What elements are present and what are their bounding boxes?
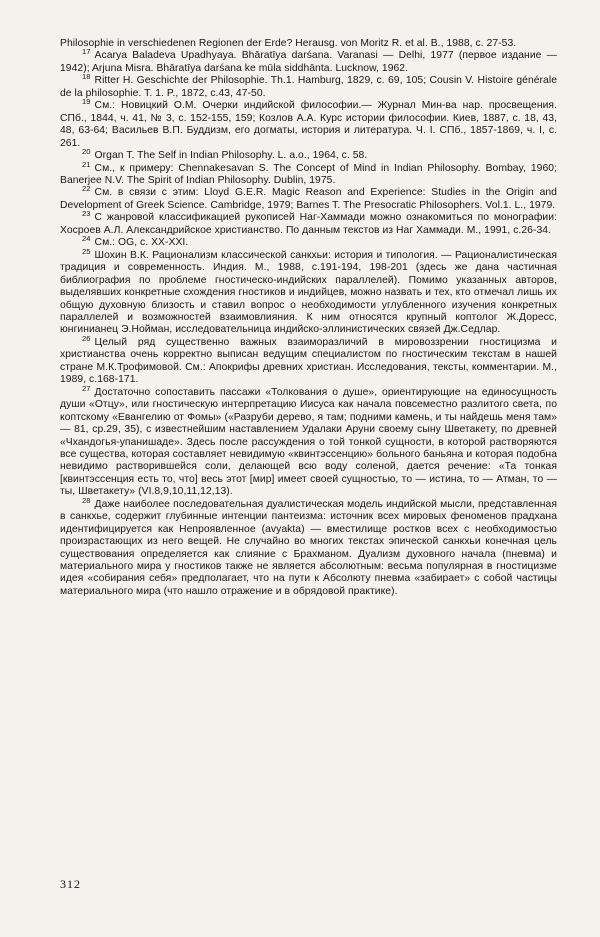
footnote-text: См., к примеру: Chennakesavan S. The Concept of Mind in Indian Philosophy. Bombay, 1960; Banerjee N.V. The Spirit of Indian Philosophy. Dublin, 1975. [60, 162, 557, 186]
footnote-text: С жанровой классификацией рукописей Наг-Хаммади можно ознакомиться по монографии: Хосроев А.Л. Александрийское христианство. По данным текстов из Наг Хаммади. М., 1991, с.26-34. [60, 212, 557, 236]
footnote-text: См. в связи с этим: Lloyd G.E.R. Magic Reason and Experience: Studies in the Origin and Development of Greek Science. Cambridge, 1979; Barnes T. The Presocratic Philosophers. Vol.1. L., 1979. [60, 187, 557, 211]
footnote-text: Целый ряд существенно важных взаиморазличий в мировоззрении гностицизма и христианства очень корректно выписан ведущим специалистом по гностическим текстам в нашей стране М.К.Трофимовой. См.: Апокрифы древних христиан. Исследования, тексты, комментарии. М., 1989, с.168-171. [60, 336, 557, 386]
footnote-24 [60, 234, 557, 249]
footnote-number: 22 [82, 184, 91, 194]
footnote-17 [60, 47, 557, 75]
footnote-number: 26 [82, 333, 91, 343]
footnote-number: 25 [82, 246, 91, 256]
footnote-text: Ritter H. Geschichte der Philosophie. Th.1. Hamburg, 1829, c. 69, 105; Cousin V. Histoire générale de la philosophie. T. 1. P., 1872, c.43, 47-50. [60, 75, 557, 99]
footnote-23 [60, 209, 557, 237]
footnote-number: 27 [82, 383, 91, 393]
footnote-text: См.: Новицкий О.М. Очерки индийской философии.— Журнал Мин-ва нар. просвещения. СПб., 1844, ч. 41, № 3, с. 152-155, 159; Козлов А.А. Курс истории философии. Киев, 1887, с. 18, 43, 48, 63-64; Васильев В.П. Буддизм, его догматы, история и литература. Ч. I. СПб., 1857-1869, ч. I, с. 261. [60, 100, 557, 149]
footnote-text: Organ T. The Self in Indian Philosophy. L. a.o., 1964, c. 58. [94, 150, 368, 162]
footnote-21 [60, 159, 557, 188]
footnote-25 [60, 246, 557, 337]
footnote-number: 19 [82, 97, 91, 107]
footnote-26 [60, 333, 557, 387]
footnote-text: Acarya Baladeva Upadhyaya. Bhāratīya darśana. Varanasi — Delhi, 1977 (первое издание — 1942); Arjuna Misra. Bhāratīya darśana ke mūla siddhānta. Lucknow, 1962. [60, 50, 557, 74]
footnote-number: 18 [82, 72, 91, 82]
footnote-22 [60, 184, 557, 212]
footnote-number: 24 [82, 234, 91, 244]
footnotes-column [60, 38, 557, 598]
footnote-28 [60, 495, 557, 599]
footnote-text: Даже наиболее последовательная дуалистическая модель индийской мысли, представленная в санкхье, содержит глубинные интенции пантеизма: источник всех мировых феноменов прадхана идентифицируется как Непроявленное (avyakta) — вместилище ростков всех с необходимостью произрастающих из него вещей. Не случайно во многих текстах эпической санкхьи конечная цель существования определяется как слияние с Брахманом. Дуализм духовного начала (пневма) и материального мира у гностиков также не является абсолютным: весьма популярная в гностицизме идея «собирания себя» предполагает, что на пути к Абсолюту пневма «забирает» с собой частицы материального мира (что нашло отражение и в обрядовой практике). [60, 498, 557, 597]
footnote-18 [60, 72, 557, 100]
footnote-19 [60, 97, 557, 150]
footnote-16-continuation [60, 38, 557, 50]
footnote-number: 21 [82, 159, 91, 169]
page-number: 312 [60, 877, 81, 891]
footnote-number: 17 [82, 47, 91, 57]
footnote-text: См.: OG, с. XX-XXI. [94, 237, 189, 249]
footnote-number: 20 [82, 147, 91, 157]
footnote-20 [60, 147, 557, 162]
footnote-text: Philosophie in verschiedenen Regionen der Erde? Herausg. von Moritz R. et al. B., 1988, c. 27-53. [60, 38, 517, 49]
footnote-text: Достаточно сопоставить пассажи «Толкования о душе», ориентирующие на единосущность души «Отцу», или гностическую интерпретацию Иисуса как начала повсеместно разлитого света, по коптскому «Евангелию от Фомы» («Разруби дерево, я там; подними камень, и ты найдешь меня там» — 81, ср.29, 35), с известнейшим наставлением Удалаки Аруни своему сыну Шветакету, по древней «Чхандогья-упанишаде». Здесь после рассуждения о той тонкой сущности, в которой растворяются все существа, которая составляет невидимую «квинтэссенцию» больного баньяна и которая подобна невидимо растворившейся соли, делающей всю воду соленой, дается речение: «Та тонкая [квинтэссенция есть то, что] весь этот [мир] имеет своей сущностью, то — истина, то — Атман, то — ты, Шветакету» (VI.8,9,10,11,12,13). [60, 386, 557, 498]
footnote-text: Шохин В.К. Рационализм классической санкхьи: история и типология. — Рационалистическая традиция и современность. Индия. М., 1988, с.191-194, 198-201 (здесь же дана частичная библиография по проблеме гностическо-индийских параллелей). Помимо указанных авторов, выделявших конкретные схождения гностиков и индийцев, можно назвать и тех, кто отмечал лишь их общую духовную близость и ставил вопрос о необходимости углубленного изучения конкретных параллелей и возможностей взаимовлияния. К ним относятся крупный коптолог Ж.Доресс, юнгинианец Э.Нойман, исследовательница индийско-эллинистических связей Дж.Седлар. [60, 249, 557, 336]
footnote-number: 23 [82, 209, 91, 219]
footnote-27 [60, 383, 557, 499]
footnote-number: 28 [82, 495, 91, 505]
